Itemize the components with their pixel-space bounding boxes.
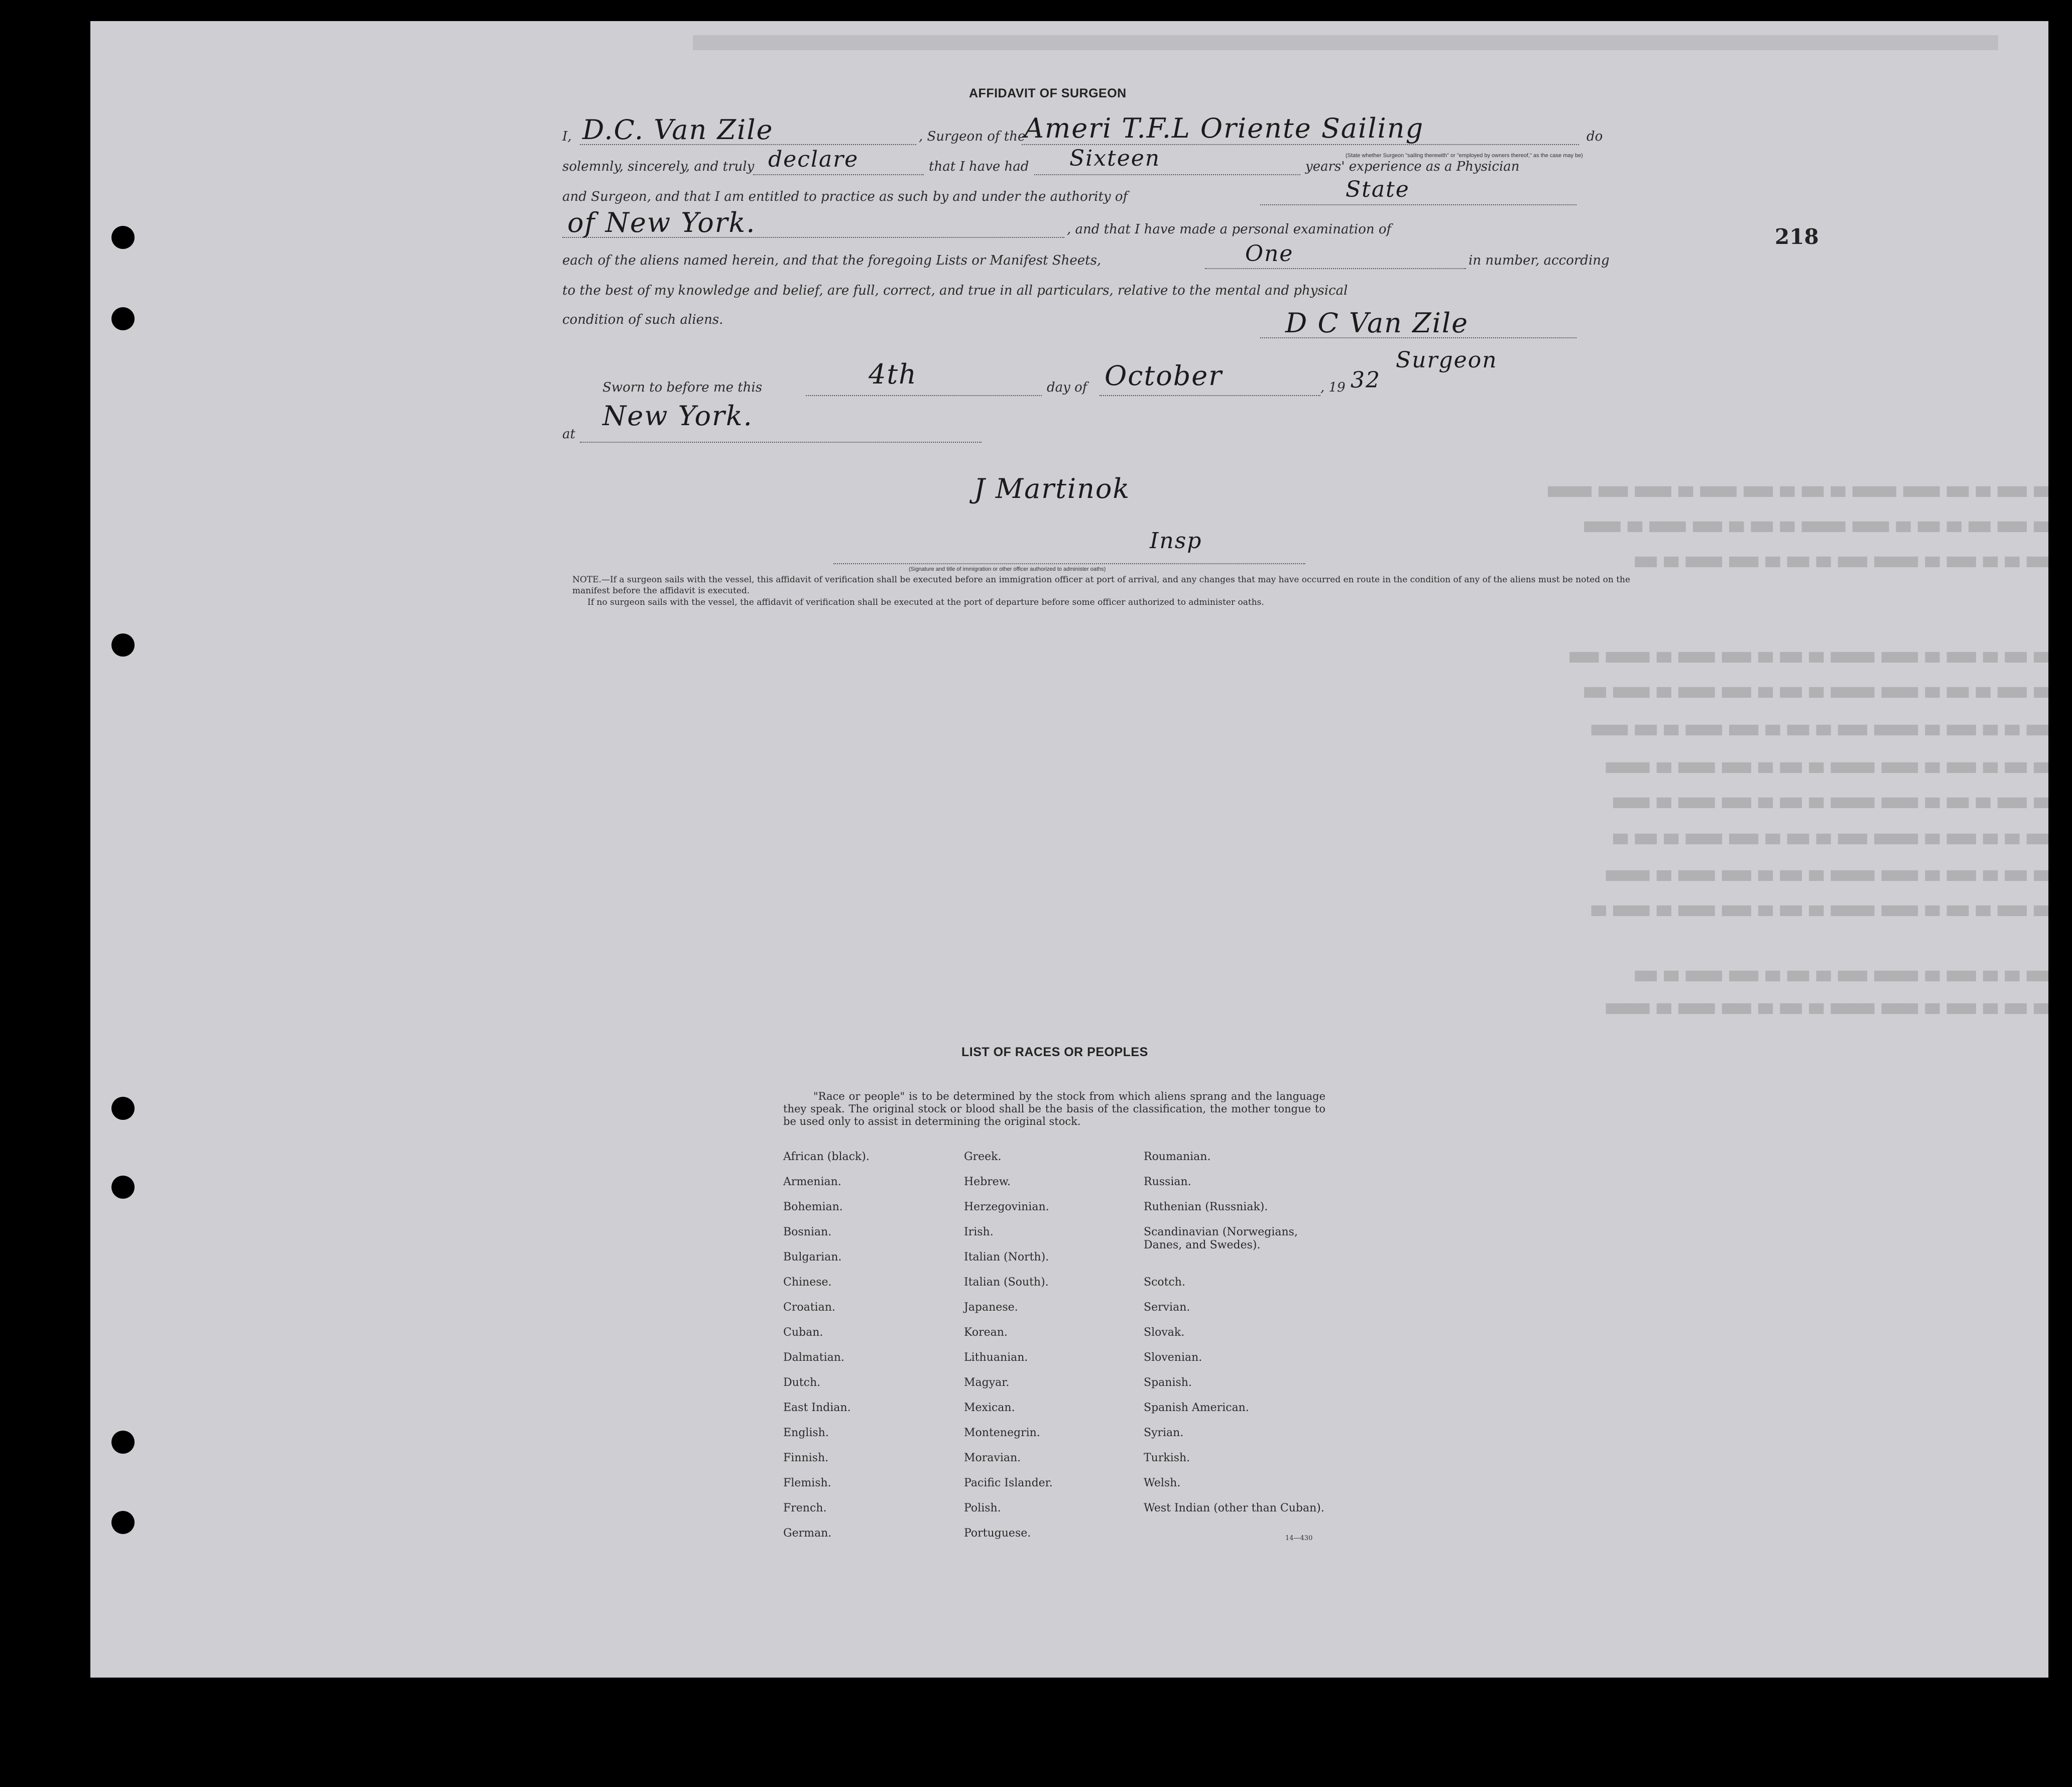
race-item: Herzegovinian.	[964, 1201, 1049, 1213]
race-item: Armenian.	[783, 1176, 841, 1188]
race-item: Korean.	[964, 1326, 1008, 1339]
race-item: Croatian.	[783, 1301, 835, 1314]
race-item: Portuguese.	[964, 1527, 1031, 1540]
race-item: Roumanian.	[1144, 1151, 1211, 1163]
handwritten-declare: declare	[768, 147, 859, 172]
race-item: Pacific Islander.	[964, 1477, 1053, 1489]
affidavit-note-1: NOTE.—If a surgeon sails with the vessel, this affidavit of verification shall be executed before an immigration officer at port of arrival, and any changes that may have occurred en route in the condition of any of the aliens must be noted on the manifest before the affidavit is executed.	[572, 575, 1631, 596]
handwritten-surgeon-name: D.C. Van Zile	[582, 114, 774, 146]
handwritten-authority-2: of New York.	[567, 207, 756, 238]
affidavit-that-had: that I have had	[929, 159, 1029, 174]
bleed-through-row: ▆▆ ▆▆▆▆ ▆▆ ▆▆▆ ▆▆ ▆▆▆▆▆ ▆▆▆▆▆▆ ▆▆ ▆▆▆ ▆▆ ▆▆▆▆ ▆▆▆▆▆ ▆▆ ▆▆▆▆▆	[1613, 794, 2048, 808]
race-item: Dalmatian.	[783, 1351, 844, 1364]
bleed-through-row: ▆▆ ▆▆▆▆ ▆▆ ▆▆▆ ▆▆▆▆▆ ▆▆▆▆▆▆ ▆▆ ▆▆▆ ▆▆ ▆▆▆▆ ▆▆▆▆▆ ▆▆ ▆▆▆▆▆ ▆▆▆▆ ▆▆▆▆▆▆	[1548, 483, 2048, 497]
race-item: French.	[783, 1502, 827, 1514]
bleed-through-row: ▆▆▆ ▆▆ ▆▆ ▆▆▆▆ ▆▆ ▆▆▆▆▆▆ ▆▆▆▆ ▆▆ ▆▆▆ ▆▆ ▆▆▆▆ ▆▆▆▆▆ ▆▆ ▆▆▆ ▆▆	[1613, 830, 2048, 844]
affidavit-note-2: If no surgeon sails with the vessel, the affidavit of verification shall be executed at the port of departure before some officer authorized to administer oaths.	[587, 597, 1264, 607]
form-code: 14—430	[1285, 1535, 1313, 1542]
affidavit-in-number: in number, according	[1469, 253, 1610, 268]
bleed-through-row: ▆▆ ▆▆▆▆ ▆▆ ▆▆▆ ▆▆ ▆▆▆▆▆ ▆▆▆▆▆▆ ▆▆ ▆▆▆ ▆▆ ▆▆▆▆ ▆▆▆▆▆ ▆▆ ▆▆▆▆▆ ▆▆▆	[1584, 684, 2048, 698]
race-item: Slovak.	[1144, 1326, 1185, 1339]
race-item: Mexican.	[964, 1401, 1015, 1414]
handwritten-surgeon-title: Surgeon	[1396, 347, 1498, 373]
bleed-through-row: ▆▆▆ ▆▆ ▆▆ ▆▆▆▆ ▆▆ ▆▆▆▆▆▆ ▆▆▆▆ ▆▆ ▆▆▆ ▆▆ ▆▆▆▆ ▆▆▆▆▆ ▆▆ ▆▆▆	[1635, 967, 2048, 981]
authority-line	[1260, 204, 1576, 205]
place-line	[580, 442, 982, 443]
handwritten-year: 32	[1351, 367, 1381, 393]
handwritten-years: Sixteen	[1069, 146, 1161, 171]
years-line	[1034, 174, 1300, 175]
handwritten-authority-1: State	[1346, 177, 1410, 202]
handwritten-sheets: One	[1245, 241, 1294, 267]
race-item: Bohemian.	[783, 1201, 843, 1213]
race-item: Lithuanian.	[964, 1351, 1028, 1364]
affidavit-sworn: Sworn to before me this	[602, 380, 763, 395]
handwritten-vessel: Ameri T.F.L Oriente Sailing	[1024, 112, 1424, 144]
race-item: Japanese.	[964, 1301, 1018, 1314]
binder-hole	[111, 307, 135, 330]
race-item: Italian (South).	[964, 1276, 1049, 1289]
affidavit-do: do	[1587, 129, 1603, 144]
affidavit-each-alien: each of the aliens named herein, and that the foregoing Lists or Manifest Sheets,	[562, 253, 1102, 268]
bleed-through-row: ▆▆▆ ▆▆ ▆▆ ▆▆▆▆ ▆▆ ▆▆▆▆▆▆ ▆▆▆▆ ▆▆ ▆▆▆ ▆▆ ▆▆▆▆ ▆▆▆▆▆ ▆▆ ▆▆▆	[1635, 553, 2048, 567]
sheets-line	[1205, 268, 1466, 269]
bleed-through-row: ▆▆ ▆▆▆▆ ▆▆▆ ▆▆ ▆▆▆ ▆▆ ▆▆▆▆▆ ▆▆▆▆▆▆ ▆▆ ▆▆▆ ▆▆ ▆▆▆▆ ▆▆▆▆▆ ▆▆ ▆▆▆▆▆	[1584, 518, 2048, 532]
binder-hole	[111, 1431, 135, 1454]
race-item: Servian.	[1144, 1301, 1190, 1314]
race-item: Turkish.	[1144, 1452, 1190, 1464]
race-item: Spanish.	[1144, 1376, 1192, 1389]
races-column-1	[783, 1151, 949, 1552]
affidavit-condition: condition of such aliens.	[562, 312, 723, 327]
affidavit-best-knowledge: to the best of my knowledge and belief, are full, correct, and true in all particulars, relative to the mental and physical	[562, 283, 1348, 298]
race-item: Irish.	[964, 1226, 994, 1238]
affidavit-at: at	[562, 427, 575, 442]
race-item: English.	[783, 1427, 829, 1439]
handwritten-day: 4th	[869, 358, 917, 390]
race-item: Cuban.	[783, 1326, 823, 1339]
race-item: Montenegrin.	[964, 1427, 1040, 1439]
page-number: 218	[1775, 224, 1819, 249]
handwritten-officer-signature: J Martinok	[974, 473, 1131, 504]
bleed-through-row: ▆▆ ▆▆▆ ▆▆ ▆▆▆▆ ▆▆ ▆▆▆▆▆ ▆▆▆▆▆▆ ▆▆ ▆▆▆ ▆▆ ▆▆▆▆ ▆▆▆▆▆ ▆▆ ▆▆▆▆▆▆ ▆▆▆▆	[1569, 649, 2048, 663]
binder-hole	[111, 226, 135, 249]
handwritten-month: October	[1105, 360, 1223, 392]
binder-hole	[111, 1097, 135, 1120]
race-item: East Indian.	[783, 1401, 851, 1414]
race-item: Polish.	[964, 1502, 1001, 1514]
race-item: Magyar.	[964, 1376, 1010, 1389]
officer-caption: (Signature and title of immigration or other officer authorized to administer oaths)	[909, 566, 1106, 572]
affidavit-surgeon-of: , Surgeon of the	[919, 129, 1026, 144]
bleed-through-row: ▆▆ ▆▆▆ ▆▆ ▆▆▆▆ ▆▆ ▆▆▆▆▆ ▆▆▆▆▆▆ ▆▆ ▆▆▆ ▆▆ ▆▆▆▆ ▆▆▆▆▆ ▆▆ ▆▆▆▆▆▆	[1606, 759, 2048, 773]
race-item: Bulgarian.	[783, 1251, 842, 1263]
race-item: Welsh.	[1144, 1477, 1181, 1489]
races-column-2	[964, 1151, 1130, 1552]
races-intro: "Race or people" is to be determined by the stock from which aliens sprang and the language they speak. The original stock or blood shall be the basis of the classification, the mother tongue to be used only to assist in determining the original stock.	[783, 1090, 1325, 1127]
bleed-through-row: ▆▆▆ ▆▆ ▆▆ ▆▆▆▆ ▆▆ ▆▆▆▆▆▆ ▆▆▆▆ ▆▆ ▆▆▆ ▆▆ ▆▆▆▆ ▆▆▆▆▆ ▆▆ ▆▆▆ ▆▆▆▆▆	[1591, 721, 2048, 735]
affidavit-and-surgeon: and Surgeon, and that I am entitled to practice as such by and under the authority of	[562, 189, 1128, 204]
binder-hole	[111, 1176, 135, 1199]
race-item: Flemish.	[783, 1477, 831, 1489]
races-column-3	[1144, 1151, 1334, 1532]
race-item: West Indian (other than Cuban).	[1144, 1502, 1324, 1514]
binder-hole	[111, 1511, 135, 1534]
race-item: Italian (North).	[964, 1251, 1049, 1263]
state-whether-note: (State whether Surgeon "sailing therewith" or "employed by owners thereof," as the case may be)	[1346, 153, 1583, 159]
officer-signature-line	[833, 563, 1305, 564]
affidavit-year-prefix: , 19	[1320, 380, 1346, 395]
race-item: Hebrew.	[964, 1176, 1011, 1188]
race-item: Dutch.	[783, 1376, 821, 1389]
race-item: Scotch.	[1144, 1276, 1185, 1289]
declare-line	[753, 174, 924, 175]
race-item: Bosnian.	[783, 1226, 832, 1238]
sheet-top-edge	[693, 35, 1998, 50]
affidavit-title: AFFIDAVIT OF SURGEON	[969, 86, 1127, 100]
handwritten-place: New York.	[602, 400, 753, 432]
races-title: LIST OF RACES OR PEOPLES	[961, 1045, 1148, 1059]
race-item: Ruthenian (Russniak).	[1144, 1201, 1268, 1213]
affidavit-personal-exam: , and that I have made a personal examination of	[1067, 222, 1392, 237]
race-item: Greek.	[964, 1151, 1002, 1163]
handwritten-surgeon-signature: D C Van Zile	[1285, 307, 1469, 339]
race-item: Chinese.	[783, 1276, 832, 1289]
race-item: Syrian.	[1144, 1427, 1184, 1439]
race-item: Moravian.	[964, 1452, 1021, 1464]
affidavit-day-of: day of	[1047, 380, 1087, 395]
affidavit-i: I,	[562, 129, 572, 144]
day-line	[806, 395, 1042, 396]
manifest-sheet	[90, 21, 2048, 1678]
month-line	[1100, 395, 1320, 396]
binder-hole	[111, 633, 135, 657]
race-item: Finnish.	[783, 1452, 829, 1464]
handwritten-officer-title: Insp	[1150, 528, 1202, 554]
bleed-through-row: ▆▆ ▆▆▆▆ ▆▆ ▆▆▆ ▆▆ ▆▆▆▆▆ ▆▆▆▆▆▆ ▆▆ ▆▆▆ ▆▆ ▆▆▆▆ ▆▆▆▆▆ ▆▆ ▆▆▆▆▆ ▆▆	[1591, 902, 2048, 916]
race-item: Spanish American.	[1144, 1401, 1249, 1414]
affidavit-years: years' experience as a Physician	[1305, 159, 1520, 174]
race-item: Slovenian.	[1144, 1351, 1202, 1364]
vessel-line	[1022, 144, 1579, 145]
race-item: German.	[783, 1527, 832, 1540]
race-item: Scandinavian (Norwegians, Danes, and Swedes).	[1144, 1226, 1298, 1251]
bleed-through-row: ▆▆ ▆▆▆ ▆▆ ▆▆▆▆ ▆▆ ▆▆▆▆▆ ▆▆▆▆▆▆ ▆▆ ▆▆▆ ▆▆ ▆▆▆▆ ▆▆▆▆▆ ▆▆ ▆▆▆▆▆▆	[1606, 867, 2048, 881]
race-item: African (black).	[783, 1151, 870, 1163]
race-item: Russian.	[1144, 1176, 1191, 1188]
affidavit-solemnly: solemnly, sincerely, and truly	[562, 159, 755, 174]
bleed-through-row: ▆▆ ▆▆▆ ▆▆ ▆▆▆▆ ▆▆ ▆▆▆▆▆ ▆▆▆▆▆▆ ▆▆ ▆▆▆ ▆▆ ▆▆▆▆ ▆▆▆▆▆ ▆▆ ▆▆▆▆▆▆	[1606, 1000, 2048, 1014]
